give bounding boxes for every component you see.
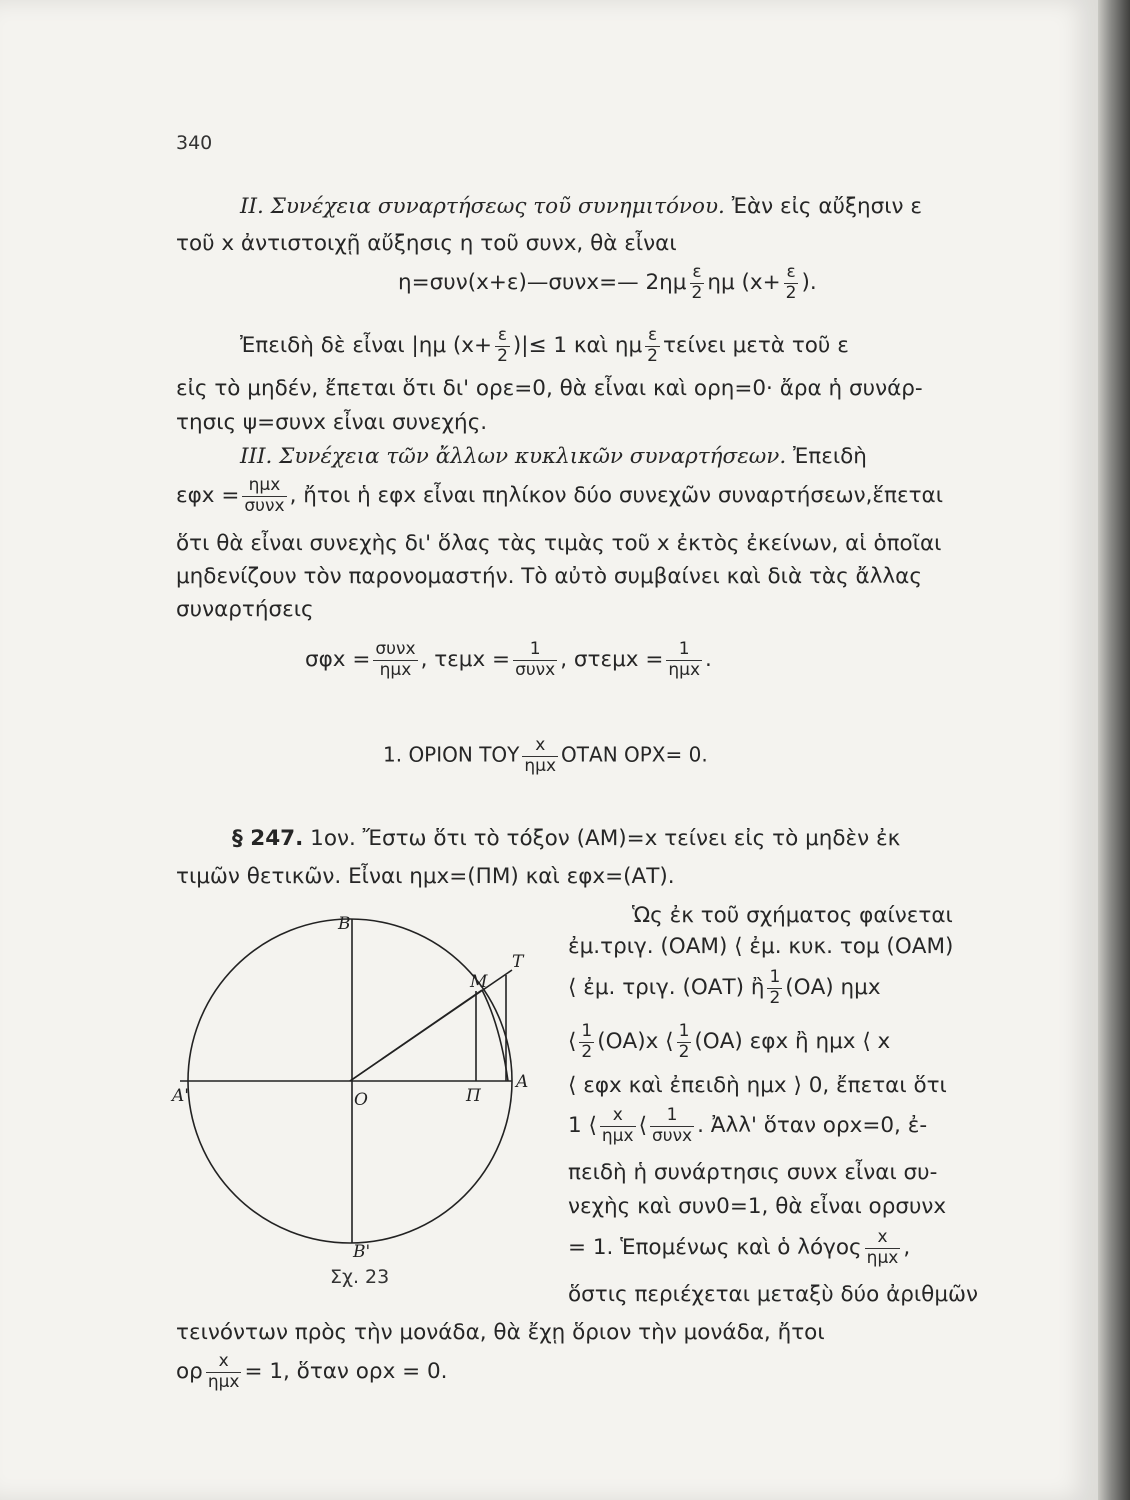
- page-number: 340: [176, 132, 213, 154]
- fraction: $\frac{1}{2}$: [769, 967, 781, 1008]
- fraction: $\frac{\varepsilon}{2}$: [497, 325, 508, 366]
- right-col-line-1: Ὡς ἐκ τοῦ σχήματος φαίνεται: [632, 903, 953, 928]
- fraction: $\frac{\varepsilon}{2}$: [785, 262, 797, 303]
- section-iii-line-4: μηδενίζουν τὸν παρονομαστήν. Τὸ αὐτὸ συμβαίνει καὶ διὰ τὰς ἄλλας: [176, 564, 922, 589]
- figure-23: [160, 905, 560, 1269]
- fraction: $\frac{1}{\text{συνx}}$: [651, 1105, 693, 1146]
- fraction: $\frac{1}{2}$: [678, 1021, 690, 1062]
- right-col-line-7: πειδὴ ἡ συνάρτησις συνx εἶναι συ-: [568, 1160, 938, 1185]
- label-a-prime: Α': [172, 1086, 189, 1106]
- fraction: $\frac{\text{συνx}}{\text{ημx}}$: [375, 639, 416, 680]
- figure-caption: Σχ. 23: [330, 1266, 390, 1288]
- fraction: $\frac{x}{\text{ημx}}$: [866, 1227, 899, 1268]
- fraction: $\frac{x}{\text{ημx}}$: [207, 1351, 240, 1392]
- section-ii-line-6: τησις ψ=συνx εἶναι συνεχής.: [176, 410, 488, 435]
- right-col-line-3: ⟨ ἐμ. τριγ. (ΟΑΤ) ἢ $\frac{1}{2}$ (ΟΑ) ημx: [568, 967, 881, 1008]
- section-ii-line-5: εἰς τὸ μηδέν, ἔπεται ὅτι δι' ορε=0, θὰ εἶναι καὶ ορη=0· ἄρα ἡ συνάρ-: [176, 376, 923, 401]
- final-line-2: ορ $\frac{x}{\text{ημx}}$ = 1, ὅταν ορx = 0.: [176, 1351, 448, 1392]
- section-ii-line-2: τοῦ x ἀντιστοιχῇ αὔξησις η τοῦ συνx, θὰ εἶναι: [176, 231, 677, 256]
- section-ii-line-4: Ἐπειδὴ δὲ εἶναι |ημ (x+ $\frac{\varepsilon}{2}$ )|≤ 1 καὶ ημ $\frac{\varepsilon}{2}$ τείνει μετὰ τοῦ ε: [240, 325, 849, 366]
- right-col-line-2: ἐμ.τριγ. (ΟΑΜ) ⟨ ἐμ. κυκ. τομ (ΟΑΜ): [568, 934, 954, 959]
- page-edge: [1098, 0, 1130, 1500]
- arc-am: [482, 990, 508, 1081]
- section-iii-line-3: ὅτι θὰ εἶναι συνεχὴς δι' ὅλας τὰς τιμὰς τοῦ x ἐκτὸς ἐκείνων, αἱ ὁποῖαι: [176, 531, 942, 556]
- label-t: Τ: [512, 952, 524, 972]
- section-247-line-2: τιμῶν θετικῶν. Εἶναι ημx=(ΠΜ) καὶ εφx=(ΑΤ).: [176, 864, 675, 889]
- section-heading: 1. ΟΡΙΟΝ ΤΟΥ $\frac{x}{\text{ημx}}$ ΟΤΑΝ ΟΡΧ= 0.: [383, 735, 708, 776]
- fraction: $\frac{1}{\text{ημx}}$: [668, 639, 701, 680]
- label-o: Ο: [354, 1090, 368, 1110]
- fraction: $\frac{1}{2}$: [581, 1021, 593, 1062]
- label-m: Μ: [470, 972, 488, 992]
- section-iii-line-5: συναρτήσεις: [176, 597, 314, 622]
- right-col-line-4: ⟨ $\frac{1}{2}$ (ΟΑ)x ⟨ $\frac{1}{2}$ (ΟΑ) εφx ἢ ημx ⟨ x: [568, 1021, 891, 1062]
- paragraph-number: § 247.: [232, 826, 304, 851]
- section-ii-line-1: ΙΙ. Συνέχεια συναρτήσεως τοῦ συνημιτόνου. Ἐὰν εἰς αὔξησιν ε: [240, 194, 922, 219]
- right-col-line-10: ὅστις περιέχεται μεταξὺ δύο ἀριθμῶν: [568, 1282, 979, 1307]
- fraction: $\frac{\varepsilon}{2}$: [647, 325, 658, 366]
- reciprocal-functions: σφx = $\frac{\text{συνx}}{\text{ημx}}$ , τεμx = $\frac{1}{\text{συνx}}$ , στεμx = $\frac{1}{\text{ημx}}$ .: [305, 639, 712, 680]
- label-b-prime: Β': [353, 1242, 371, 1262]
- section-iii-line-1: ΙΙΙ. Συνέχεια τῶν ἄλλων κυκλικῶν συναρτήσεων. Ἐπειδὴ: [240, 444, 867, 469]
- fraction: $\frac{x}{\text{ημx}}$: [524, 735, 557, 776]
- section-247-line-1: § 247. 1ον. Ἔστω ὅτι τὸ τόξον (ΑΜ)=x τείνει εἰς τὸ μηδὲν ἐκ: [232, 826, 901, 851]
- label-b: Β: [338, 914, 351, 934]
- right-col-line-8: νεχὴς καὶ συν0=1, θὰ εἶναι ορσυνx: [568, 1194, 947, 1219]
- equation-eta: η=συν(x+ε)—συνx=— 2ημ $\frac{\varepsilon}{2}$ ημ (x+ $\frac{\varepsilon}{2}$ ).: [398, 262, 817, 303]
- fraction: $\frac{x}{\text{ημx}}$: [601, 1105, 634, 1146]
- unit-circle-diagram: [160, 905, 560, 1265]
- right-col-line-6: 1 ⟨ $\frac{x}{\text{ημx}}$ ⟨ $\frac{1}{\text{συνx}}$ . Ἀλλ' ὅταν ορx=0, ἐ-: [568, 1105, 928, 1146]
- section-iii-line-2: εφx = $\frac{\text{ημx}}{\text{συνx}}$ , ἤτοι ἡ εφx εἶναι πηλίκον δύο συνεχῶν συναρτήσεων,ἕπεται: [176, 475, 944, 516]
- fraction: $\frac{1}{\text{συνx}}$: [515, 639, 556, 680]
- label-a: Α: [516, 1072, 529, 1092]
- fraction: $\frac{\text{ημx}}{\text{συνx}}$: [244, 475, 285, 516]
- label-p: Π: [466, 1086, 481, 1106]
- right-col-line-9: = 1. Ἑπομένως καὶ ὁ λόγος $\frac{x}{\text{ημx}}$ ,: [568, 1227, 911, 1268]
- final-line-1: τεινόντων πρὸς τὴν μονάδα, θὰ ἔχῃ ὅριον τὴν μονάδα, ἤτοι: [176, 1320, 825, 1345]
- section-iii-title: ΙΙΙ. Συνέχεια τῶν ἄλλων κυκλικῶν συναρτήσεων.: [240, 444, 787, 469]
- section-ii-title: ΙΙ. Συνέχεια συναρτήσεως τοῦ συνημιτόνου.: [240, 194, 725, 219]
- fraction: $\frac{\varepsilon}{2}$: [691, 262, 703, 303]
- right-col-line-5: ⟨ εφx καὶ ἐπειδὴ ημx ⟩ 0, ἔπεται ὅτι: [568, 1073, 947, 1098]
- line-ot: [350, 970, 512, 1081]
